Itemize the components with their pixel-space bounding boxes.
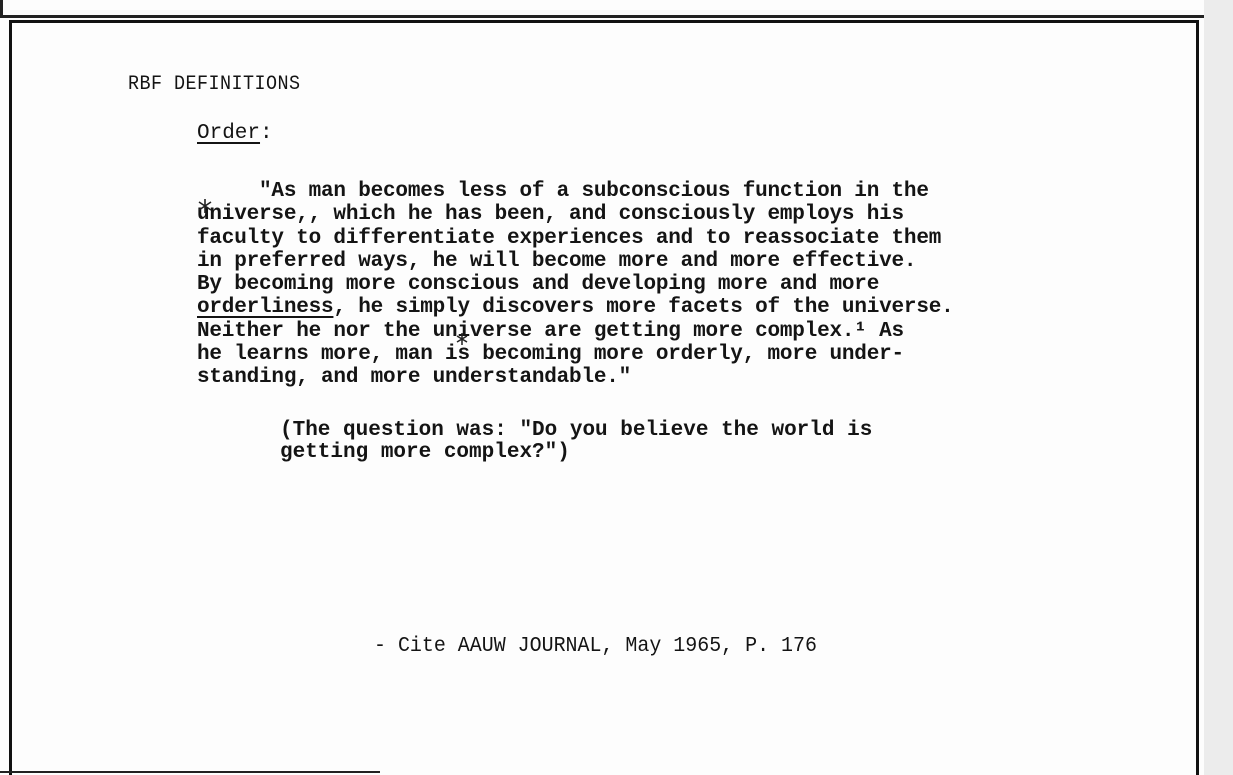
- quote-line: universe,, which he has been, and consciously employs his: [197, 203, 904, 227]
- card-bottom-rule: [0, 771, 380, 773]
- underlined-word: orderliness: [197, 296, 334, 320]
- quote-line: standing, and more understandable.": [197, 366, 632, 390]
- question-note: [280, 420, 872, 464]
- quote-line: he learns more, man is becoming more orderly, more under-: [197, 343, 904, 367]
- term-label: Order: [197, 122, 261, 145]
- term-colon: :: [260, 122, 273, 145]
- question-line: (The question was: "Do you believe the world is: [280, 419, 873, 442]
- quote-line-rest: , he simply discovers more facets of the universe.: [333, 296, 954, 320]
- asterisk-mark-icon: [454, 331, 470, 347]
- document-header: RBF DEFINITIONS: [128, 73, 301, 96]
- card-edge-mark: [0, 0, 3, 16]
- quote-line: Neither he nor the universe are getting more complex.¹ As: [197, 319, 904, 343]
- question-line: getting more complex?"): [280, 441, 570, 464]
- scan-margin: [1204, 0, 1233, 775]
- asterisk-mark-icon: [196, 197, 214, 215]
- definition-term: [197, 122, 273, 145]
- quote-line: in preferred ways, he will become more and more effective.: [197, 249, 917, 273]
- definition-quote: [197, 180, 954, 390]
- quote-line: faculty to differentiate experiences and to reassociate them: [197, 226, 942, 250]
- quote-line: [197, 296, 954, 319]
- card-top-rule: [0, 15, 1204, 18]
- card-frame: [9, 20, 1199, 775]
- citation: - Cite AAUW JOURNAL, May 1965, P. 176: [374, 635, 817, 658]
- quote-line: "As man becomes less of a subconscious function in the: [197, 180, 929, 203]
- quote-line: By becoming more conscious and developing more and more: [197, 273, 880, 297]
